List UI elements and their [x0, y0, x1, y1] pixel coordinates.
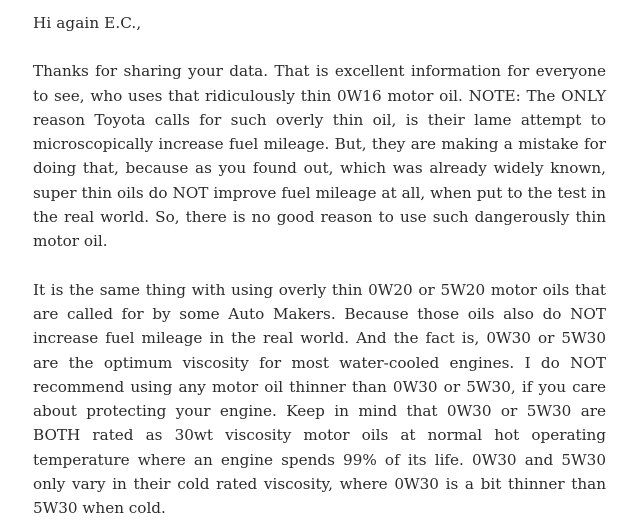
- greeting: Hi again E.C.,: [33, 14, 142, 32]
- paragraph-thin-oil-fuel-mileage: Thanks for sharing your data. That is excellent information for everyone to see, who uses that ridiculously thin 0W16 motor oil. NOTE: The ONLY reason Toyota calls for such overly thin oil, is their lame attempt to microscopically increase fuel mileage. But, they are making a mistake for doing that, because as you found out, which was already widely known, super thin oils do NOT improve fuel mileage at all, when put to the test in the real world. So, there is no good reason to use such dangerously thin motor oil.: [33, 62, 606, 251]
- paragraph-viscosity-recommendation: It is the same thing with using overly thin 0W20 or 5W20 motor oils that are called for by some Auto Makers. Because those oils also do NOT increase fuel mileage in the real world. And the fact is, 0W30 or 5W30 are the optimum viscosity for most water-cooled engines. I do NOT recommend using any motor oil thinner than 0W30 or 5W30, if you care about protecting your engine. Keep in mind that 0W30 or 5W30 are BOTH rated as 30wt viscosity motor oils at normal hot operating temperature where an engine spends 99% of its life. 0W30 and 5W30 only vary in their cold rated viscosity, where 0W30 is a bit thinner than 5W30 when cold.: [33, 280, 606, 518]
- message-body: [33, 0, 606, 521]
